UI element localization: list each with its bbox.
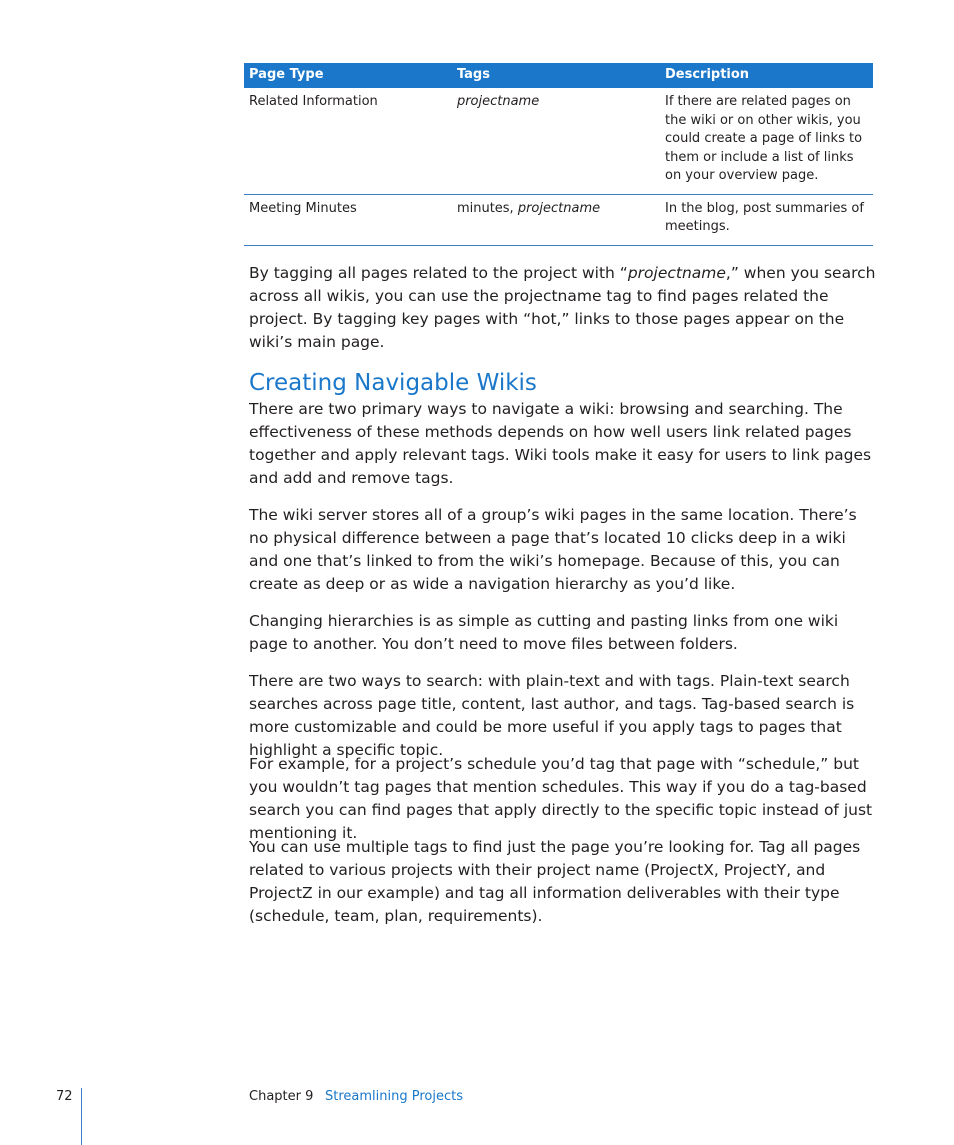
- cell-description: If there are related pages on the wiki or on other wikis, you could create a page of links to them or include a list of links on your overview page.: [660, 88, 873, 194]
- body-paragraph-6: You can use multiple tags to find just the page you’re looking for. Tag all pages related to various projects with their project name (ProjectX, ProjectY, and ProjectZ in our example) and tag all information deliverables with their type (schedule, team, plan, requirements).: [249, 838, 861, 925]
- intro-em: projectname: [627, 264, 726, 282]
- cell-page-type: Meeting Minutes: [244, 194, 452, 245]
- intro-after: ,” when you search across all wikis, you can use the projectname tag to find pages related the project. By tagging key pages with “hot,” links to those pages appear on the wiki’s main page.: [249, 264, 876, 351]
- tag-italic: projectname: [456, 94, 540, 109]
- body-paragraph-4: There are two ways to search: with plain-text and with tags. Plain-text search searches across page title, content, last author, and tags. Tag-based search is more customizable and could be more useful if you apply tags to pages that highlight a specific topic.: [249, 672, 855, 759]
- body-paragraph-3: Changing hierarchies is as simple as cutting and pasting links from one wiki page to another. You don’t need to move files between folders.: [249, 612, 839, 653]
- intro-before: By tagging all pages related to the project with “: [249, 264, 628, 282]
- page-number: 72: [56, 1089, 73, 1104]
- body-paragraph-2: The wiki server stores all of a group’s wiki pages in the same location. There’s no physical difference between a page that’s located 10 clicks deep in a wiki and one that’s linked to from the wiki’s homepage. Because of this, you can create as deep or as wide a navigation hierarchy as you’d like.: [249, 506, 857, 593]
- page-type-tags-table: [244, 63, 873, 246]
- table-row: [244, 88, 873, 194]
- header-page-type: Page Type: [244, 63, 452, 88]
- cell-tags: [452, 88, 660, 194]
- body-paragraph-5: For example, for a project’s schedule you’d tag that page with “schedule,” but you wouldn’t tag pages that mention schedules. This way if you do a tag-based search you can find pages that apply directly to the specific topic instead of just mentioning it.: [249, 755, 873, 842]
- tag-plain: minutes,: [456, 200, 518, 216]
- header-tags: Tags: [452, 63, 660, 88]
- table-header-row: [244, 63, 873, 88]
- chapter-label: Chapter 9: [249, 1089, 314, 1104]
- intro-paragraph: [249, 262, 877, 354]
- tag-italic: projectname: [517, 200, 601, 216]
- chapter-title: Streamlining Projects: [325, 1089, 463, 1104]
- cell-tags: [452, 194, 660, 245]
- cell-page-type: Related Information: [244, 88, 452, 194]
- body-paragraph-1: There are two primary ways to navigate a wiki: browsing and searching. The effectiveness of these methods depends on how well users link related pages together and apply relevant tags. Wiki tools make it easy for users to link pages and add and remove tags.: [249, 400, 872, 487]
- cell-description: In the blog, post summaries of meetings.: [660, 194, 873, 245]
- header-description: Description: [660, 63, 873, 88]
- table-row: [244, 194, 873, 245]
- footer-divider: [81, 1088, 82, 1145]
- section-title: Creating Navigable Wikis: [249, 370, 537, 396]
